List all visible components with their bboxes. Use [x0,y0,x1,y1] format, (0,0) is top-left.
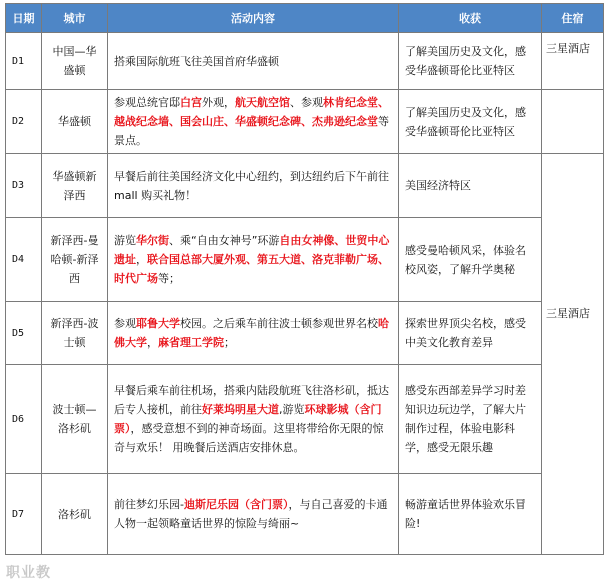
activity-text: 游览 [114,234,136,247]
gain-cell: 感受曼哈顿风采，体验名校风姿，了解升学奥秘 [399,218,542,302]
activity-text: ，感受意想不到的神奇场面。这里将带给你无限的惊奇与欢乐！ 用晚餐后送酒店安排休息。 [114,422,384,454]
activity-cell [108,154,399,218]
day-cell: D3 [6,154,42,218]
city-cell: 波士顿—洛杉矶 [42,365,108,474]
header-activity: 活动内容 [108,4,399,33]
header-gain: 收获 [399,4,542,33]
highlight-text: 哈佛大学 [114,317,389,349]
table-row [6,33,604,90]
header-date: 日期 [6,4,42,33]
highlight-text: 环球影城（含门票） [114,403,382,435]
highlight-text: 自由女神像、世贸中心遗址 [114,234,390,266]
activity-text: 早餐后前往美国经济文化中心纽约，到达纽约后下午前往 mall 购买礼物！ [114,169,389,202]
activity-text: ,游览 [279,403,305,416]
day-cell: D7 [6,474,42,555]
gain-cell: 感受东西部差异学习时差知识边玩边学，了解大片制作过程，体验电影科学，感受无限乐趣 [399,365,542,474]
activity-cell [108,474,399,555]
activity-text: 、参观 [290,96,323,109]
activity-cell [108,365,399,474]
activity-text: 等景点。 [114,115,389,147]
activity-cell [108,218,399,302]
activity-text: 校园。之后乘车前往波士顿参观世界名校 [180,317,378,330]
activity-text: ，与自己喜爱的卡通人物一起领略童话世界的惊险与绮丽~ [114,498,388,530]
day-cell: D2 [6,90,42,154]
city-cell: 华盛顿新泽西 [42,154,108,218]
header-row [6,4,604,33]
gain-cell: 畅游童话世界体验欢乐冒险! [399,474,542,555]
activity-cell [108,302,399,365]
activity-text: ， [136,253,147,266]
gain-cell: 了解美国历史及文化，感受华盛顿哥伦比亚特区 [399,90,542,154]
highlight-text: 迪斯尼乐园（含门票） [183,498,289,511]
city-cell: 新泽西-曼哈顿-新泽西 [42,218,108,302]
highlight-text: 林肯纪念堂、越战纪念墙、国会山庄、华盛顿纪念碑、杰弗逊纪念堂 [114,96,389,128]
table-row [6,90,604,154]
table-row [6,474,604,555]
gain-cell: 了解美国历史及文化，感受华盛顿哥伦比亚特区 [399,33,542,90]
watermark: 职业教 [6,565,51,581]
activity-text: 参观总统官邸 [114,96,180,109]
activity-text: 等； [158,272,180,285]
highlight-text: 航天航空馆 [235,96,290,109]
day-cell: D6 [6,365,42,474]
table-row [6,154,604,218]
activity-text: 外观， [202,96,235,109]
highlight-text: 联合国总部大厦外观、第五大道、洛克菲勒广场、时代广场 [114,253,389,285]
table-row [6,365,604,474]
hotel-cell: 三星酒店 [542,33,604,90]
activity-text: ， [147,336,158,349]
itinerary-table [5,3,604,555]
hotel-cell: 三星酒店 [542,154,604,555]
header-hotel: 住宿 [542,4,604,33]
highlight-text: 好莱坞明星大道 [202,403,279,416]
activity-text: 早餐后乘车前往机场，搭乘内陆段航班飞往洛杉矶，抵达后专人接机，前往 [114,384,389,416]
header-city: 城市 [42,4,108,33]
day-cell: D1 [6,33,42,90]
city-cell: 中国—华盛顿 [42,33,108,90]
city-cell: 华盛顿 [42,90,108,154]
city-cell: 洛杉矶 [42,474,108,555]
activity-text: 参观 [114,317,136,330]
table-row [6,302,604,365]
highlight-text: 华尔街 [136,234,169,247]
activity-text: 前往梦幻乐园- [114,498,184,511]
table-row [6,218,604,302]
activity-text: 、乘“自由女神号”环游 [169,234,280,247]
activity-text: ； [224,336,235,349]
hotel-cell-empty [542,90,604,154]
highlight-text: 耶鲁大学 [136,317,180,330]
activity-cell [108,33,399,90]
highlight-text: 麻省理工学院 [158,336,224,349]
gain-cell: 探索世界顶尖名校，感受中美文化教育差异 [399,302,542,365]
activity-cell [108,90,399,154]
activity-text: 搭乘国际航班飞往美国首府华盛顿 [114,54,279,68]
day-cell: D4 [6,218,42,302]
gain-cell: 美国经济特区 [399,154,542,218]
city-cell: 新泽西-波士顿 [42,302,108,365]
day-cell: D5 [6,302,42,365]
highlight-text: 白宫 [180,96,202,109]
